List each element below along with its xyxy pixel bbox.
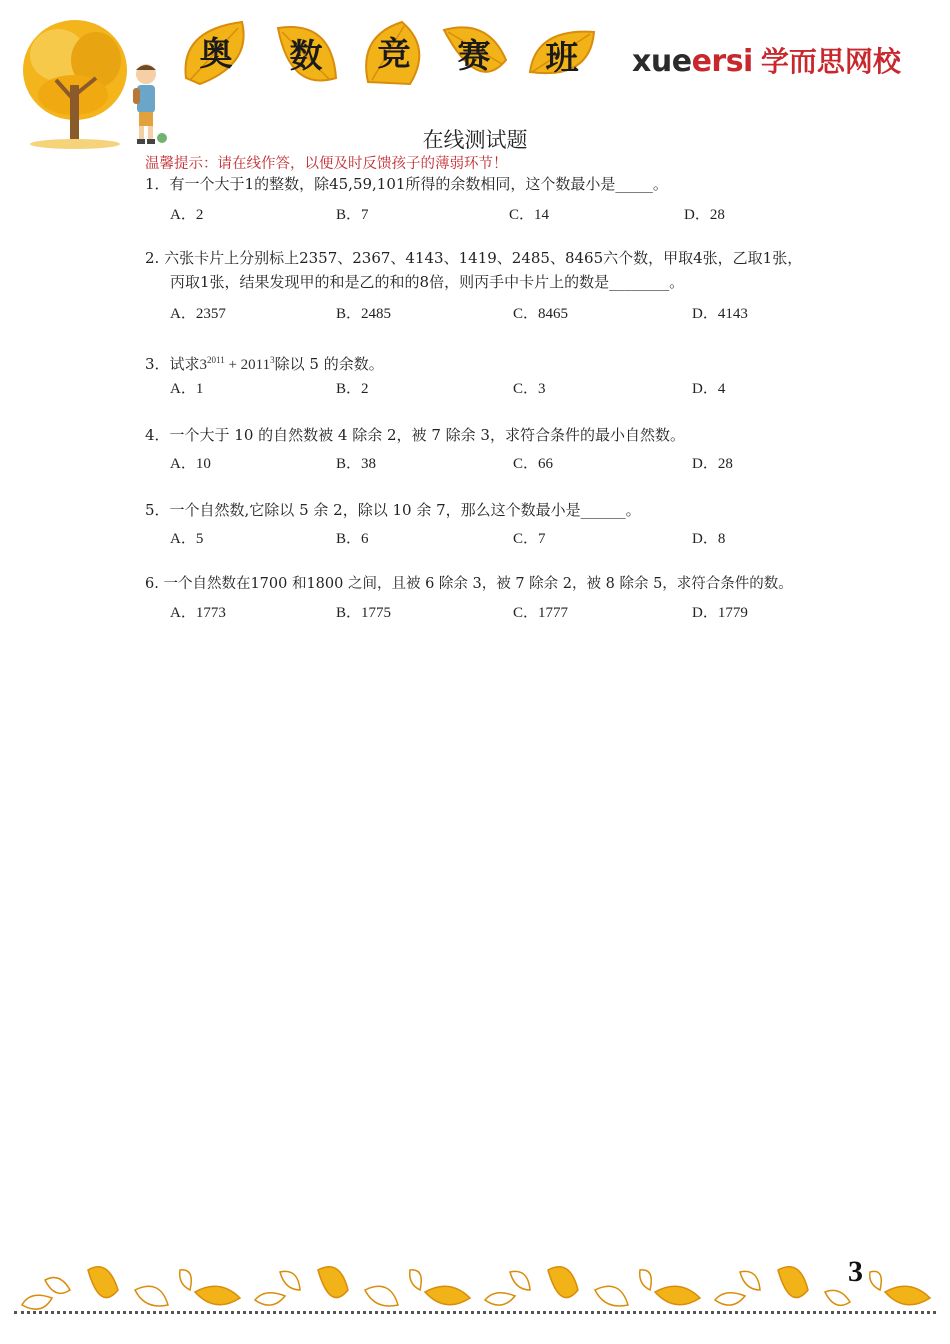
logo-latin-red: ersi — [691, 44, 753, 79]
question-6: 6. 一个自然数在1700 和1800 之间，且被 6 除余 3，被 7 除余 2，被 8 除余 5，求符合条件的数。 — [145, 576, 793, 592]
page-title: 在线测试题 — [422, 128, 528, 152]
question-3 — [145, 348, 384, 378]
q3-option-a: A．1 — [170, 381, 204, 397]
q4-option-a: A．10 — [170, 456, 211, 472]
q1-option-d: D．28 — [684, 207, 725, 223]
q3-base: 3 — [199, 357, 208, 373]
q6-option-c: C．1777 — [513, 605, 569, 621]
banner-leaf-4 — [438, 20, 510, 92]
banner-leaf-5 — [526, 22, 598, 94]
q6-option-b: B．1775 — [336, 605, 392, 621]
footer-dotted-line — [14, 1311, 936, 1314]
q2-option-a: A．2357 — [170, 306, 226, 322]
q6-option-d: D．1779 — [692, 605, 748, 621]
q3-exp2: 3 — [270, 355, 275, 365]
q4-option-c: C．66 — [513, 456, 554, 472]
q2-option-c: C．8465 — [513, 306, 569, 322]
banner-leaf-1 — [180, 18, 252, 90]
q3-text-pre: 3．试求 — [145, 355, 200, 373]
xueersi-logo — [632, 40, 901, 80]
banner-leaf-2 — [270, 20, 342, 92]
q2-option-b: B．2485 — [336, 306, 392, 322]
banner-char-3: 竞 — [377, 34, 411, 73]
q4-option-d: D．28 — [692, 456, 733, 472]
q2-option-d: D．4143 — [692, 306, 748, 322]
q3-text-post: 除以 5 的余数。 — [274, 355, 384, 373]
q3-option-d: D．4 — [692, 381, 726, 397]
tip-text: 温馨提示：请在线作答，以便及时反馈孩子的薄弱环节！ — [145, 156, 508, 172]
q3-option-b: B．2 — [336, 381, 369, 397]
q5-option-c: C．7 — [513, 531, 546, 547]
q5-option-b: B．6 — [336, 531, 369, 547]
q1-option-c: C．14 — [509, 207, 550, 223]
page-number: 3 — [848, 1255, 863, 1288]
banner-char-2: 数 — [289, 36, 323, 75]
q1-option-b: B．7 — [336, 207, 369, 223]
q3-option-c: C．3 — [513, 381, 546, 397]
q1-option-a: A．2 — [170, 207, 204, 223]
question-1: 1．有一个大于1的整数，除45,59,101所得的余数相同，这个数最小是_____。 — [145, 175, 668, 193]
q5-option-d: D．8 — [692, 531, 726, 547]
banner-char-5: 班 — [545, 38, 579, 77]
banner-leaf-3 — [358, 18, 430, 90]
logo-latin-dark: xue — [632, 44, 692, 79]
q6-option-a: A．1773 — [170, 605, 226, 621]
footer-leaf-border — [0, 1250, 950, 1344]
logo-cn: 学而思网校 — [760, 45, 901, 78]
question-2-line2: 丙取1张，结果发现甲的和是乙的和的8倍，则丙手中卡片上的数是________。 — [170, 273, 685, 291]
q4-option-b: B．38 — [336, 456, 377, 472]
q3-exp1: 2011 — [207, 355, 225, 365]
question-4: 4．一个大于 10 的自然数被 4 除余 2，被 7 除余 3，求符合条件的最小自然数。 — [145, 426, 685, 444]
q3-mid: + 2011 — [224, 357, 271, 373]
banner-char-4: 赛 — [457, 36, 491, 75]
question-5: 5．一个自然数,它除以 5 余 2，除以 10 余 7，那么这个数最小是______。 — [145, 501, 641, 519]
question-2: 2. 六张卡片上分别标上2357、2367、4143、1419、2485、8465六个数，甲取4张，乙取1张， — [145, 249, 803, 267]
q5-option-a: A．5 — [170, 531, 204, 547]
banner-char-1: 奥 — [199, 34, 233, 73]
